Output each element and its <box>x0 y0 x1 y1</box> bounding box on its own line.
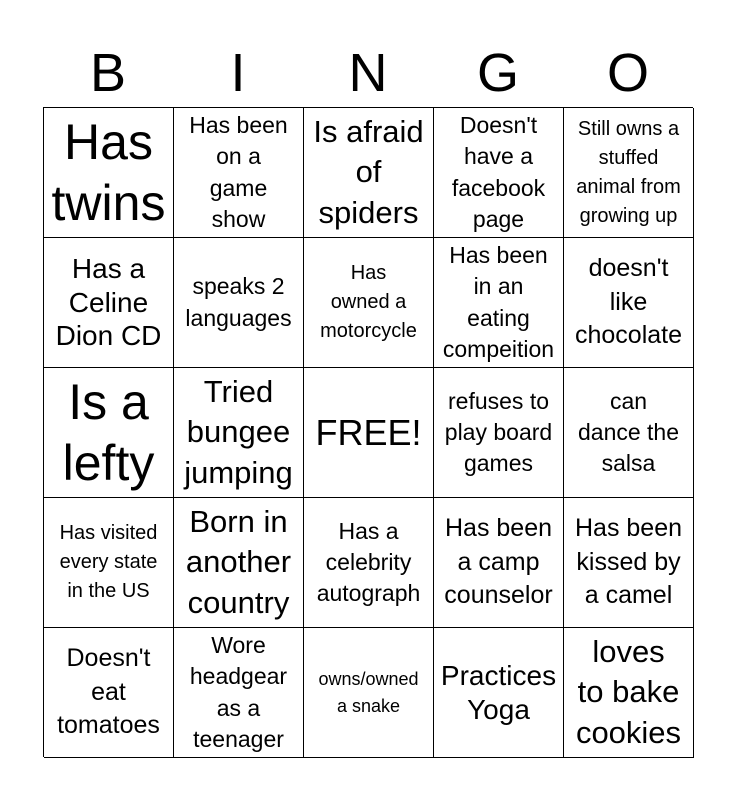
bingo-cell-text: Born in another country <box>185 504 292 620</box>
bingo-cell-text: loves to bake cookies <box>575 634 682 750</box>
bingo-cell[interactable] <box>564 108 694 238</box>
bingo-cell-text: Is afraid of spiders <box>313 114 424 230</box>
bingo-cell-text: Is a lefty <box>62 373 155 491</box>
bingo-cell[interactable] <box>304 238 434 368</box>
bingo-cell-text: Still owns a stuffed animal from growing up <box>576 117 681 227</box>
bingo-cell[interactable] <box>174 368 304 498</box>
header-letter-o: O <box>606 43 649 103</box>
bingo-cell[interactable] <box>174 108 304 238</box>
bingo-cell[interactable] <box>174 628 304 758</box>
bingo-cell-text: Has twins <box>51 113 166 231</box>
bingo-cell[interactable] <box>434 238 564 368</box>
bingo-cell-text: Wore headgear as a teenager <box>189 632 288 752</box>
header-letter-b: B <box>89 43 127 103</box>
bingo-cell[interactable] <box>174 498 304 628</box>
header-letter-i: I <box>230 43 246 103</box>
bingo-cell-text: doesn't like chocolate <box>574 253 683 350</box>
bingo-cell[interactable] <box>304 628 434 758</box>
bingo-header <box>43 38 693 108</box>
bingo-cell-text: owns/owned a snake <box>318 669 419 716</box>
bingo-cell-text: can dance the salsa <box>577 387 680 477</box>
bingo-cell-text: Has visited every state in the US <box>59 522 158 602</box>
bingo-cell[interactable] <box>44 628 174 758</box>
bingo-cell[interactable] <box>564 368 694 498</box>
bingo-cell[interactable] <box>434 628 564 758</box>
bingo-cell-text: speaks 2 languages <box>185 273 292 331</box>
bingo-cell-text: Has a Celine Dion CD <box>55 253 162 352</box>
bingo-cell[interactable] <box>564 628 694 758</box>
bingo-cell-text: refuses to play board games <box>444 387 553 477</box>
bingo-cell-text: Has owned a motorcycle <box>320 262 417 342</box>
bingo-cell[interactable] <box>304 108 434 238</box>
free-space-cell[interactable] <box>304 368 434 498</box>
bingo-cell[interactable] <box>564 238 694 368</box>
bingo-cell[interactable] <box>434 368 564 498</box>
header-letter-g: G <box>476 43 519 103</box>
bingo-cell[interactable] <box>44 498 174 628</box>
bingo-cell-text: Practices Yoga <box>440 659 557 725</box>
bingo-cell-text: Has been in an eating compeition <box>442 242 555 362</box>
bingo-cell-text: Has a celebrity autograph <box>316 517 421 607</box>
bingo-cell-text: Tried bungee jumping <box>184 374 293 490</box>
bingo-cell[interactable] <box>44 368 174 498</box>
bingo-cell-text: Has been a camp counselor <box>444 513 553 610</box>
bingo-cell[interactable] <box>434 108 564 238</box>
bingo-cell[interactable] <box>564 498 694 628</box>
bingo-board <box>43 107 693 757</box>
bingo-cell-text: FREE! <box>315 411 422 453</box>
bingo-cell[interactable] <box>44 238 174 368</box>
bingo-cell-text: Has been kissed by a camel <box>574 513 683 610</box>
bingo-cell-text: Doesn't eat tomatoes <box>57 643 160 740</box>
bingo-cell[interactable] <box>44 108 174 238</box>
header-letter-n: N <box>348 43 388 103</box>
bingo-cell[interactable] <box>434 498 564 628</box>
bingo-cell-text: Doesn't have a facebook page <box>451 112 546 232</box>
bingo-cell-text: Has been on a game show <box>189 112 288 232</box>
bingo-cell[interactable] <box>174 238 304 368</box>
bingo-cell[interactable] <box>304 498 434 628</box>
